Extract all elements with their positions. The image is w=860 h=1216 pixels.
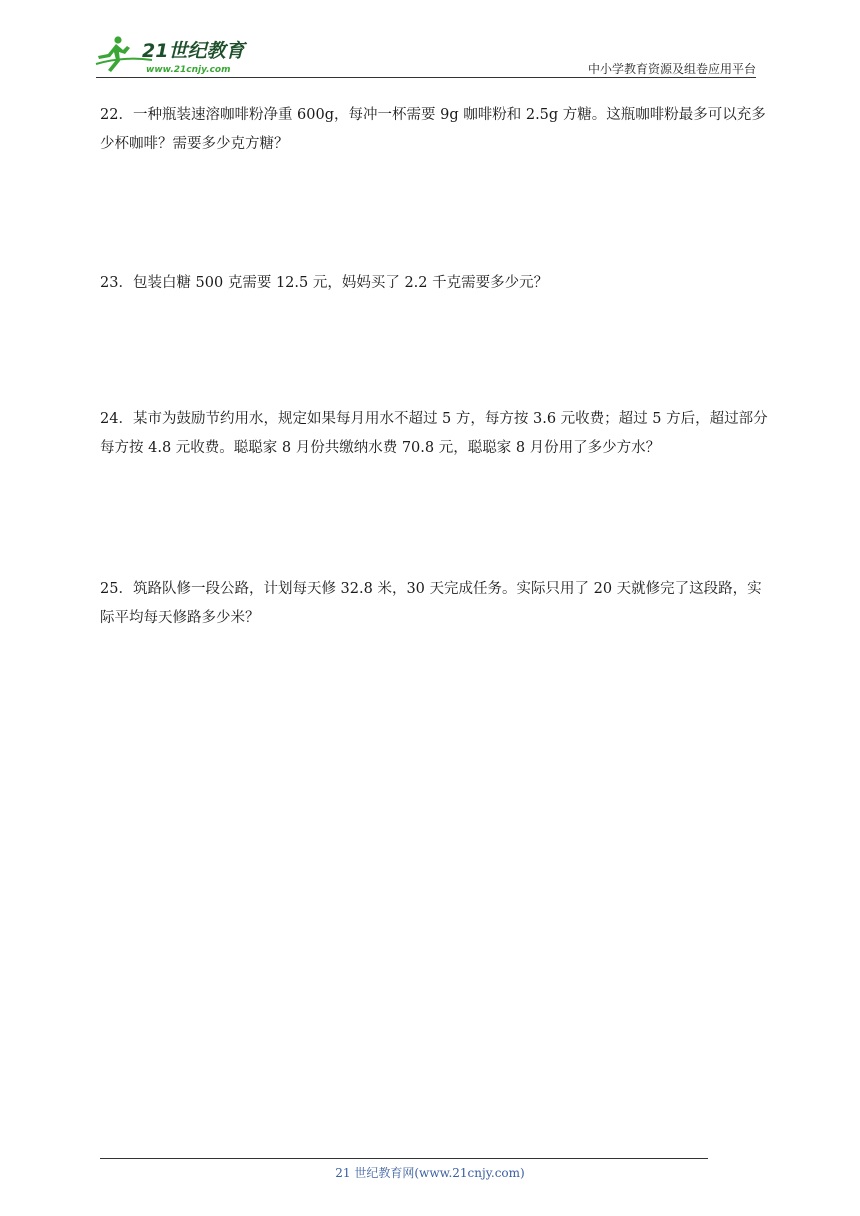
logo-text: 21世纪教育: [142, 40, 245, 62]
header-tagline: 中小学教育资源及组卷应用平台: [587, 62, 756, 76]
footer-text: 21 世纪教育网(www.21cnjy.com): [335, 1166, 525, 1180]
question-24: 24．某市为鼓励节约用水，规定如果每月用水不超过 5 方，每方按 3.6 元收费；超过 5 方后，超过部分每方按 4.8 元收费。聪聪家 8 月份共缴纳水费 70.8 元，聪聪家 8 月份用了多少方水？: [100, 411, 768, 456]
footer-divider: [100, 1158, 708, 1159]
question-23: 23．包装白糖 500 克需要 12.5 元，妈妈买了 2.2 千克需要多少元？: [100, 275, 549, 291]
question-25: 25．筑路队修一段公路，计划每天修 32.8 米，30 天完成任务。实际只用了 20 天就修完了这段路，实际平均每天修路多少米？: [100, 581, 762, 626]
page-header: [0, 0, 860, 80]
header-divider: [96, 77, 756, 78]
question-22: 22．一种瓶装速溶咖啡粉净重 600g，每冲一杯需要 9g 咖啡粉和 2.5g 方糖。这瓶咖啡粉最多可以充多少杯咖啡？需要多少克方糖？: [100, 107, 766, 152]
logo-url: www.21cnjy.com: [146, 65, 231, 75]
logo: [94, 34, 264, 78]
